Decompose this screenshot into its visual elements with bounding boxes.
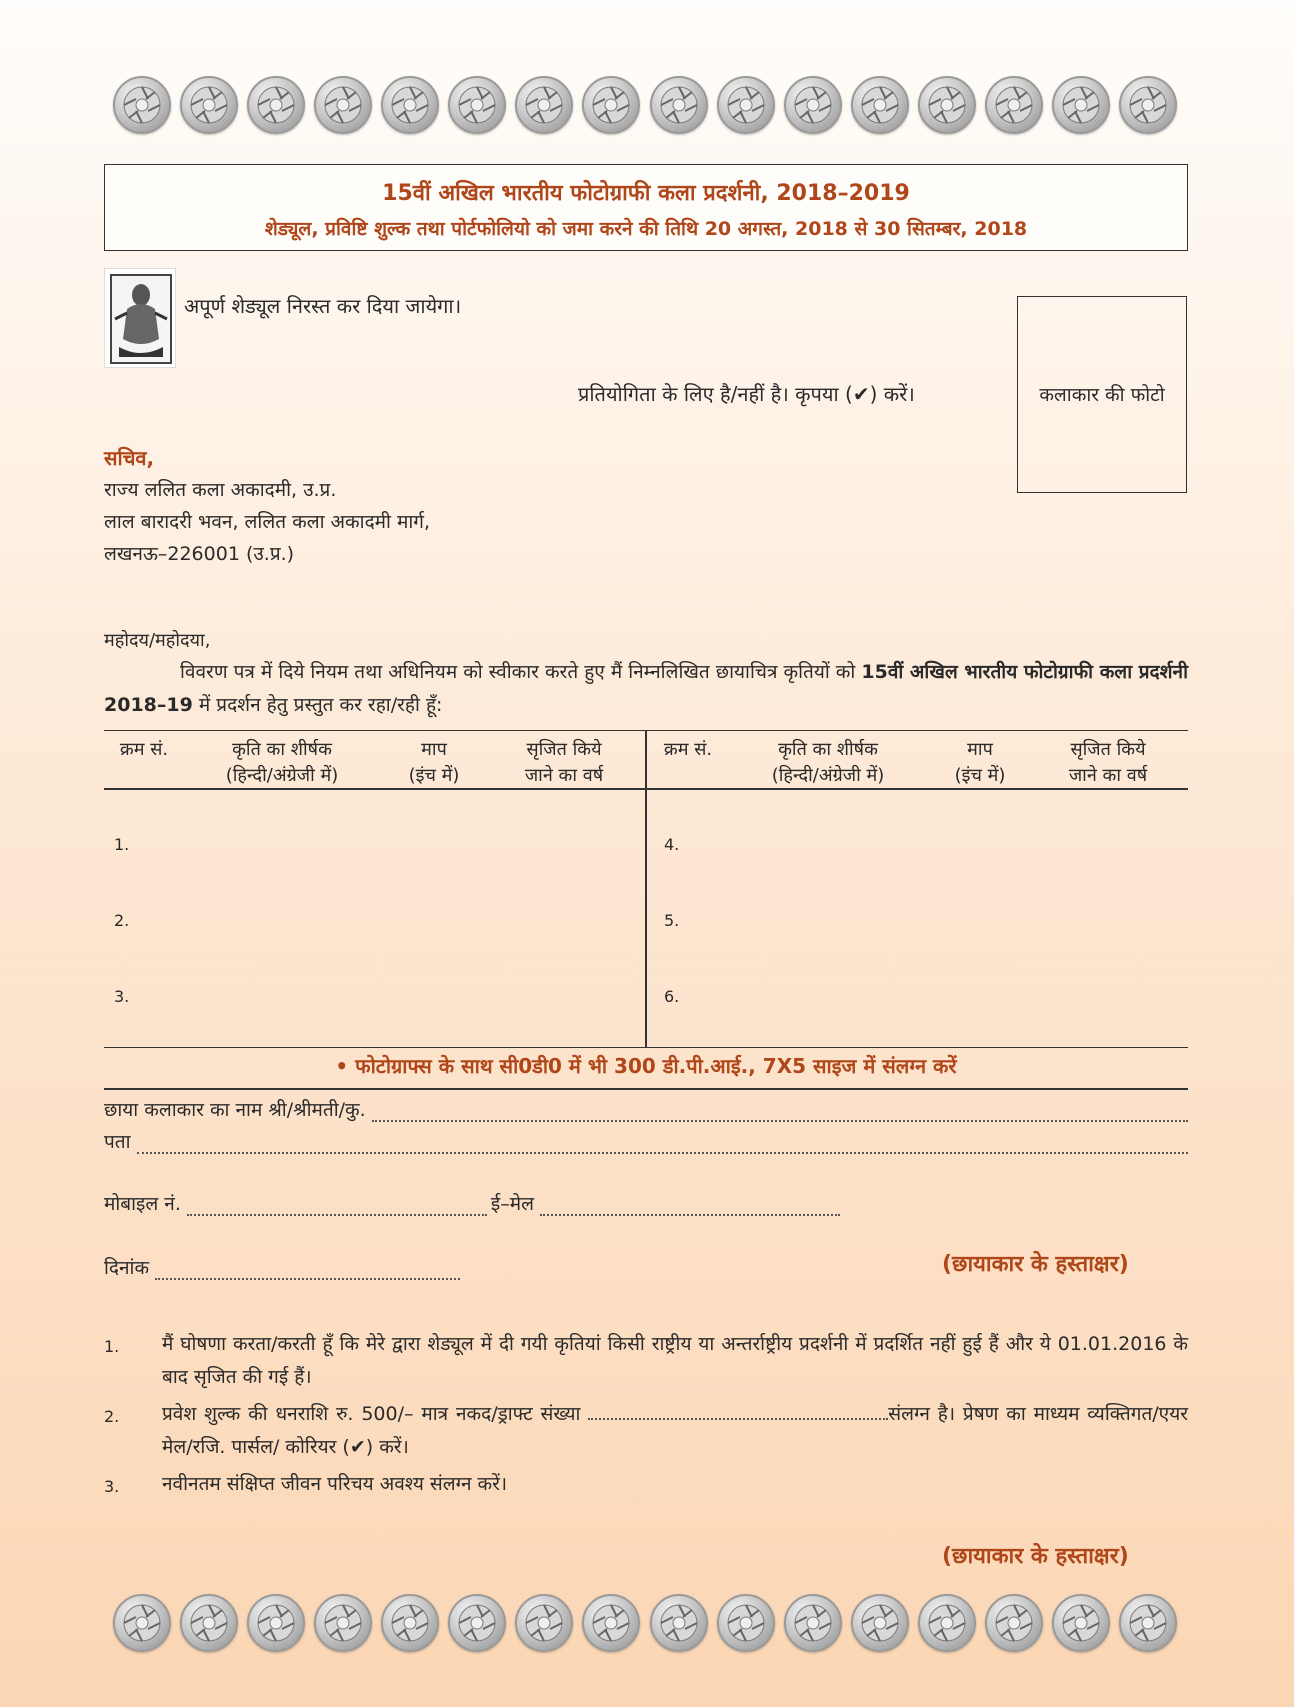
contact-field[interactable]	[104, 1190, 864, 1216]
camera-aperture-icon	[784, 76, 842, 134]
address-input[interactable]	[137, 1136, 1188, 1154]
camera-aperture-icon	[247, 1594, 305, 1652]
photographer-signature-2: (छायाकार के हस्ताक्षर)	[942, 1544, 1129, 1569]
draft-number-input[interactable]	[588, 1406, 888, 1420]
camera-aperture-icon	[180, 1594, 238, 1652]
page-subtitle: शेड्यूल, प्रविष्टि शुल्क तथा पोर्टफोलियो को जमा करने की तिथि 20 अगस्त, 2018 से 30 सितम्बर, 2018	[264, 218, 1028, 240]
column-header-size: माप (इंच में)	[954, 739, 1006, 786]
camera-aperture-icon	[582, 1594, 640, 1652]
camera-aperture-icon	[113, 76, 171, 134]
mobile-label: मोबाइल नं.	[104, 1193, 181, 1215]
photo-box-label: कलाकार की फोटो	[1039, 383, 1165, 406]
address-label: पता	[104, 1131, 131, 1153]
page-title: 15वीं अखिल भारतीय फोटोग्राफी कला प्रदर्शनी, 2018–2019	[382, 181, 910, 206]
incomplete-schedule-note: अपूर्ण शेड्यूल निरस्त कर दिया जायेगा।	[184, 294, 462, 318]
date-input[interactable]	[155, 1262, 460, 1280]
declaration-number: 3.	[104, 1477, 120, 1496]
aperture-border-bottom	[113, 1594, 1177, 1654]
declaration-text: प्रवेश शुल्क की धनराशि रु. 500/– मात्र नकद/ड्राफ्ट संख्या संलग्न है। प्रेषण का माध्यम व्यक्तिगत/एयर मेल/रजि. पार्सल/ कोरियर (✔) करें।	[162, 1403, 1188, 1458]
camera-aperture-icon	[381, 1594, 439, 1652]
camera-aperture-icon	[717, 76, 775, 134]
camera-aperture-icon	[314, 1594, 372, 1652]
camera-aperture-icon	[113, 1594, 171, 1652]
artworks-table	[104, 730, 1188, 1048]
table-row-number: 3.	[114, 987, 130, 1006]
letter-intro	[104, 656, 1188, 722]
camera-aperture-icon	[1119, 76, 1177, 134]
camera-aperture-icon	[247, 76, 305, 134]
intro-text: विवरण पत्र में दिये नियम तथा अधिनियम को स्वीकार करते हुए मैं निम्नलिखित छायाचित्र कृतियों को	[180, 661, 862, 683]
camera-aperture-icon	[515, 1594, 573, 1652]
camera-aperture-icon	[851, 1594, 909, 1652]
column-header-serial: क्रम सं.	[663, 739, 713, 760]
date-label: दिनांक	[104, 1257, 150, 1279]
table-row-number: 1.	[114, 835, 130, 854]
header-box	[104, 164, 1188, 251]
camera-aperture-icon	[985, 1594, 1043, 1652]
table-divider	[645, 731, 647, 1047]
column-header-title: कृति का शीर्षक (हिन्दी/अंग्रेजी में)	[771, 739, 885, 786]
camera-aperture-icon	[717, 1594, 775, 1652]
camera-aperture-icon	[381, 76, 439, 134]
mobile-input[interactable]	[187, 1198, 487, 1216]
address-line: राज्य ललित कला अकादमी, उ.प्र.	[104, 479, 337, 501]
academy-emblem-icon	[104, 268, 176, 368]
camera-aperture-icon	[448, 1594, 506, 1652]
column-header-size: माप (इंच में)	[408, 739, 460, 786]
email-label: ई–मेल	[490, 1193, 534, 1215]
camera-aperture-icon	[1052, 76, 1110, 134]
cd-attachment-note: • फोटोग्राफ्स के साथ सी0डी0 में भी 300 डी.पी.आई., 7X5 साइज में संलग्न करें	[335, 1054, 957, 1078]
column-header-year: सृजित किये जाने का वर्ष	[1068, 739, 1148, 786]
camera-aperture-icon	[1052, 1594, 1110, 1652]
column-header-serial: क्रम सं.	[119, 739, 169, 760]
declaration-item	[104, 1328, 1188, 1394]
column-header-year: सृजित किये जाने का वर्ष	[524, 739, 604, 786]
divider	[104, 1088, 1188, 1090]
camera-aperture-icon	[918, 1594, 976, 1652]
declaration-text: मैं घोषणा करता/करती हूँ कि मेरे द्वारा शेड्यूल में दी गयी कृतियां किसी राष्ट्रीय या अन्तर्राष्ट्रीय प्रदर्शनी में प्रदर्शित नहीं हुई हैं और ये 01.01.2016 के बाद सृजित की गई हैं।	[162, 1333, 1188, 1388]
artist-name-input[interactable]	[372, 1104, 1188, 1122]
camera-aperture-icon	[314, 76, 372, 134]
camera-aperture-icon	[985, 76, 1043, 134]
declaration-number: 2.	[104, 1407, 120, 1426]
camera-aperture-icon	[180, 76, 238, 134]
aperture-border-top	[113, 76, 1177, 136]
table-row-number: 4.	[664, 835, 680, 854]
camera-aperture-icon	[448, 76, 506, 134]
address-field[interactable]	[104, 1128, 1188, 1154]
artist-photo-box[interactable]	[1017, 296, 1187, 493]
recipient-title: सचिव,	[104, 446, 155, 470]
camera-aperture-icon	[650, 1594, 708, 1652]
intro-exhibition-name: 15वीं अखिल भारतीय फोटोग्राफी कला प्रदर्शनी 2018–19	[104, 661, 1189, 716]
camera-aperture-icon	[918, 76, 976, 134]
declaration-text: नवीनतम संक्षिप्त जीवन परिचय अवश्य संलग्न करें।	[162, 1473, 508, 1495]
artist-name-field[interactable]	[104, 1096, 1188, 1122]
email-input[interactable]	[540, 1198, 840, 1216]
camera-aperture-icon	[1119, 1594, 1177, 1652]
recipient-address	[104, 442, 430, 570]
camera-aperture-icon	[784, 1594, 842, 1652]
table-row-number: 6.	[664, 987, 680, 1006]
competition-note: प्रतियोगिता के लिए है/नहीं है। कृपया (✔) करें।	[578, 382, 915, 406]
camera-aperture-icon	[851, 76, 909, 134]
camera-aperture-icon	[650, 76, 708, 134]
declaration-number: 1.	[104, 1337, 120, 1356]
salutation: महोदय/महोदया,	[104, 630, 211, 651]
camera-aperture-icon	[515, 76, 573, 134]
address-line: लखनऊ–226001 (उ.प्र.)	[104, 543, 295, 565]
camera-aperture-icon	[582, 76, 640, 134]
declaration-item	[104, 1398, 1188, 1464]
artist-name-label: छाया कलाकार का नाम श्री/श्रीमती/कु.	[104, 1099, 366, 1121]
table-row-number: 2.	[114, 911, 130, 930]
table-row-number: 5.	[664, 911, 680, 930]
intro-text: में प्रदर्शन हेतु प्रस्तुत कर रहा/रही हूँ:	[192, 694, 443, 716]
photographer-signature-1: (छायाकार के हस्ताक्षर)	[942, 1252, 1129, 1277]
column-header-title: कृति का शीर्षक (हिन्दी/अंग्रेजी में)	[225, 739, 339, 786]
date-field[interactable]	[104, 1254, 524, 1280]
declaration-item	[104, 1468, 1188, 1501]
address-line: लाल बारादरी भवन, ललित कला अकादमी मार्ग,	[104, 511, 431, 533]
